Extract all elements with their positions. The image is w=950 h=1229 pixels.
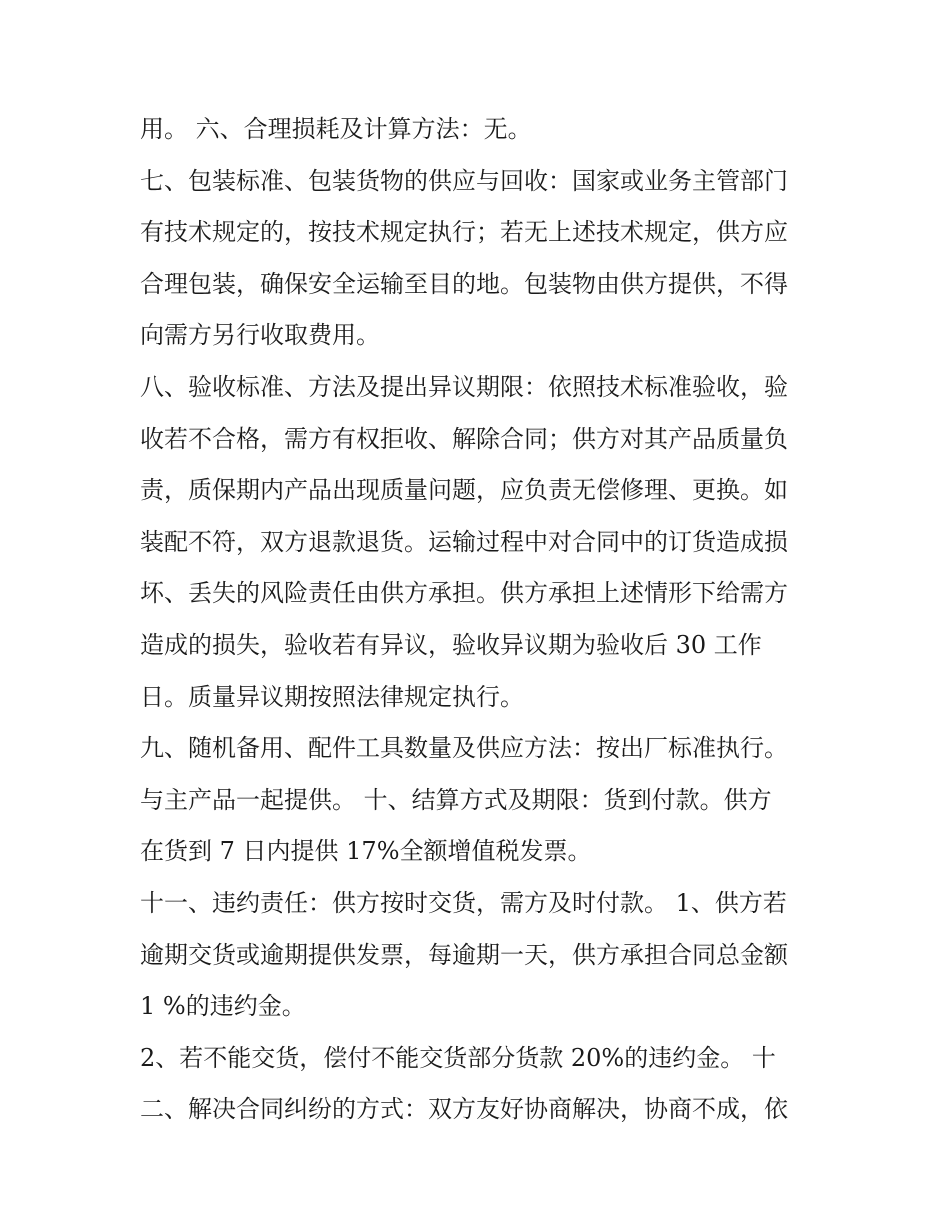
text-line: 有技术规定的，按技术规定执行；若无上述技术规定，供方应 xyxy=(140,218,788,247)
contract-text-body xyxy=(140,104,820,1136)
text-line: 合理包装，确保安全运输至目的地。包装物由供方提供，不得 xyxy=(140,269,788,298)
text-line: 九、随机备用、配件工具数量及供应方法：按出厂标准执行。 xyxy=(140,734,788,763)
text-line: 收若不合格，需方有权拒收、解除合同；供方对其产品质量负 xyxy=(140,424,788,453)
text-line: 十一、违约责任：供方按时交货，需方及时付款。 1、供方若 xyxy=(140,888,787,917)
text-line: 二、解决合同纠纷的方式：双方友好协商解决，协商不成，依 xyxy=(140,1095,788,1124)
text-line: 装配不符，双方退款退货。运输过程中对合同中的订货造成损 xyxy=(140,527,788,556)
text-line: 日。质量异议期按照法律规定执行。 xyxy=(140,682,524,711)
text-line: 八、验收标准、方法及提出异议期限：依照技术标准验收，验 xyxy=(140,372,788,401)
text-line: 责，质保期内产品出现质量问题，应负责无偿修理、更换。如 xyxy=(140,476,788,505)
text-line: 2、若不能交货，偿付不能交货部分货款 20%的违约金。 十 xyxy=(140,1043,776,1072)
text-line: 造成的损失，验收若有异议，验收异议期为验收后 30 工作 xyxy=(140,630,762,659)
text-line: 坏、丢失的风险责任由供方承担。供方承担上述情形下给需方 xyxy=(140,579,788,608)
text-line: 七、包装标准、包装货物的供应与回收：国家或业务主管部门 xyxy=(140,166,788,195)
text-line: 用。 六、合理损耗及计算方法：无。 xyxy=(140,115,532,143)
text-line: 与主产品一起提供。 十、结算方式及期限：货到付款。供方 xyxy=(140,785,772,814)
text-line: 在货到 7 日内提供 17%全额增值税发票。 xyxy=(140,837,592,866)
text-line: 向需方另行收取费用。 xyxy=(140,321,380,350)
text-line: 1 %的违约金。 xyxy=(140,992,306,1021)
text-line: 逾期交货或逾期提供发票，每逾期一天，供方承担合同总金额 xyxy=(140,940,788,969)
